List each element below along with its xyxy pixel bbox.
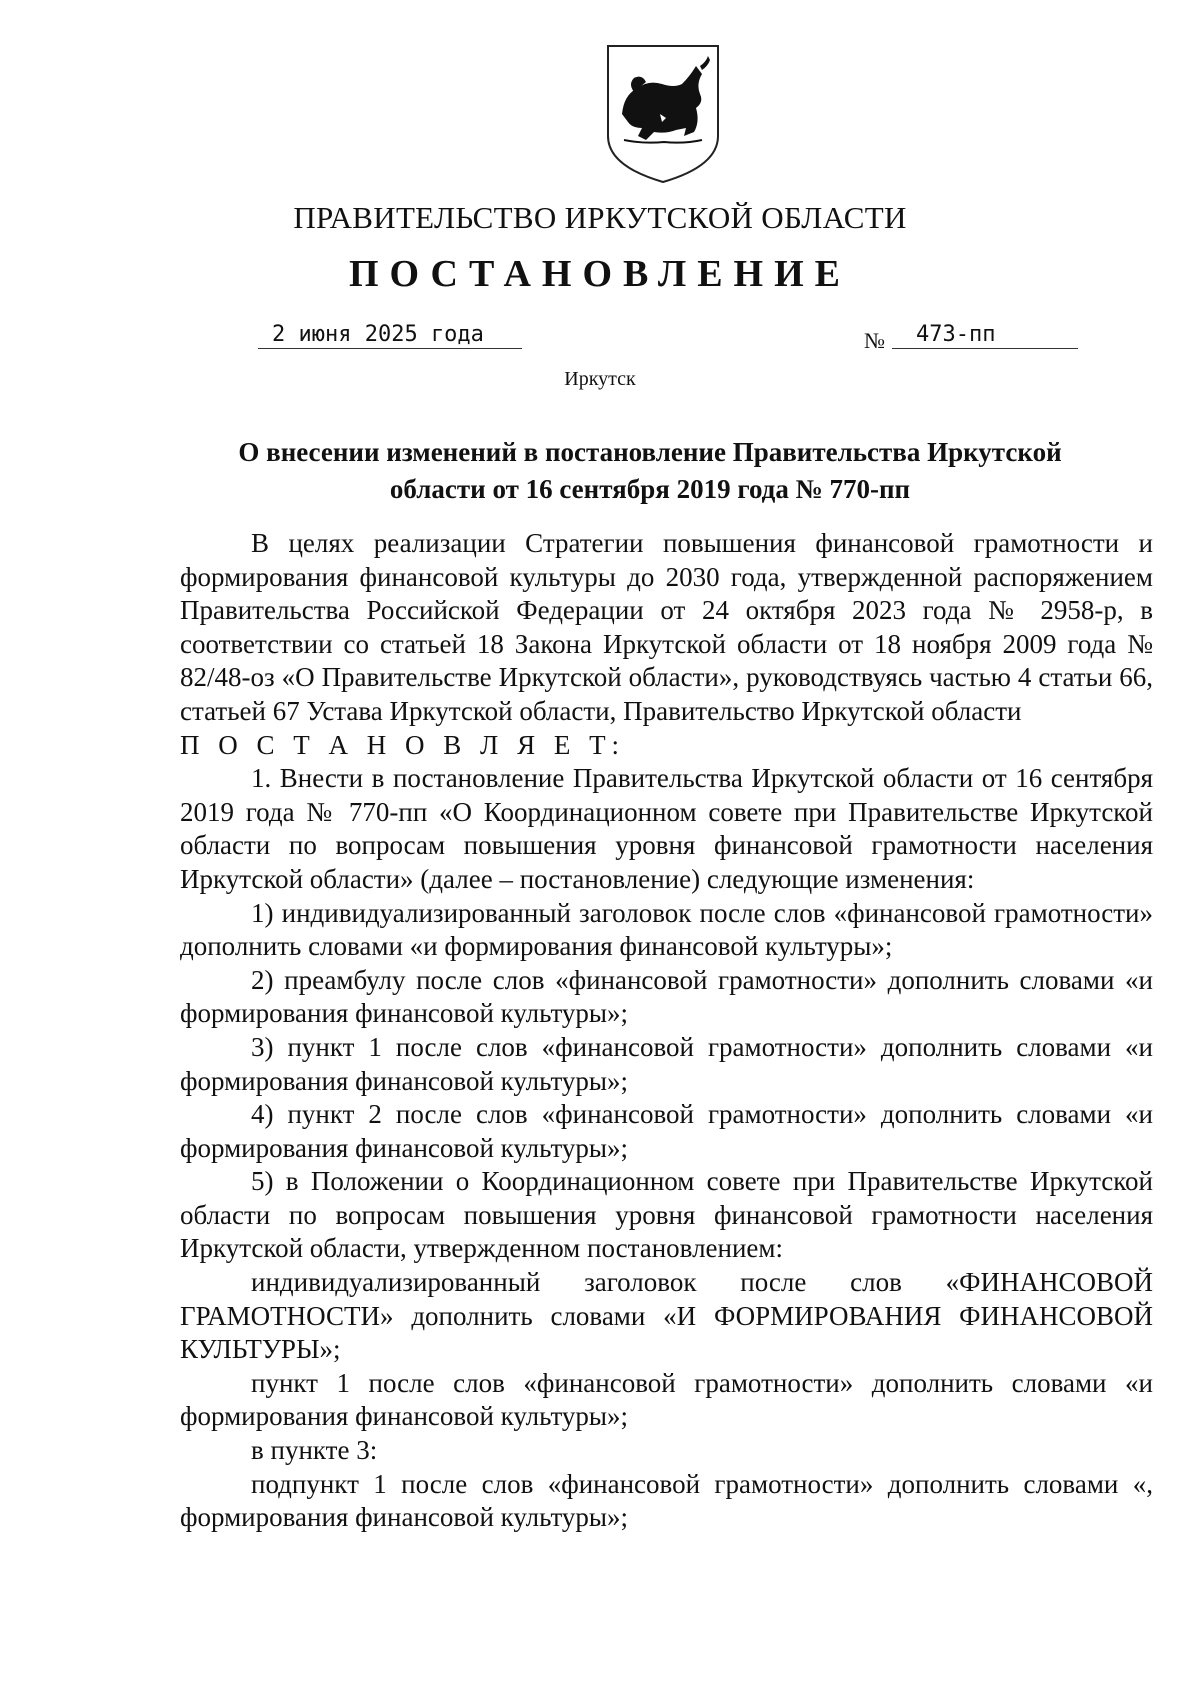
list-item: 2) преамбулу после слов «финансовой грамотности» дополнить словами «и формирования финансовой культуры»; xyxy=(180,964,1153,1029)
sub-item: индивидуализированный заголовок после слов «ФИНАНСОВОЙ ГРАМОТНОСТИ» дополнить словами «И ФОРМИРОВАНИЯ ФИНАНСОВОЙ КУЛЬТУРЫ»; xyxy=(180,1267,1153,1365)
coat-of-arms-emblem xyxy=(604,44,722,184)
sub-item: в пункте 3: xyxy=(251,1435,378,1466)
list-item: 5) в Положении о Координационном совете при Правительстве Иркутской области по вопросам повышения уровня финансовой грамотности населения Иркутской области, утвержденном постановлением: xyxy=(180,1166,1153,1264)
document-title xyxy=(210,434,1090,508)
sub-item: пункт 1 после слов «финансовой грамотности» дополнить словами «и формирования финансовой культуры»; xyxy=(180,1367,1153,1432)
document-body xyxy=(180,527,1153,1535)
document-number: 473-пп xyxy=(892,322,1078,349)
preamble-paragraph: В целях реализации Стратегии повышения финансовой грамотности и формирования финансовой культуры до 2030 года, утвержденной распоряжением Правительства Российской Федерации от 24 октября 2023 года № 2958-р, в соответствии со статьей 18 Закона Иркутской области от 18 ноября 2009 года № 82/48-оз «О Правительстве Иркутской области», руководствуясь частью 4 статьи 66, статьей 67 Устава Иркутской области, Правительство Иркутской области xyxy=(180,528,1153,726)
document-date: 2 июня 2025 года xyxy=(258,322,522,349)
decree-word: П О С Т А Н О В Л Я Е Т: xyxy=(180,729,626,760)
organization-name: ПРАВИТЕЛЬСТВО ИРКУТСКОЙ ОБЛАСТИ xyxy=(293,200,907,235)
list-item: 1) индивидуализированный заголовок после слов «финансовой грамотности» дополнить словами «и формирования финансовой культуры»; xyxy=(180,897,1153,962)
document-type-heading: ПОСТАНОВЛЕНИЕ xyxy=(348,253,852,295)
paragraph-1: 1. Внести в постановление Правительства Иркутской области от 16 сентября 2019 года № 770-пп «О Координационном совете при Правительстве Иркутской области по вопросам повышения уровня финансовой грамотности населения Иркутской области» (далее – постановление) следующие изменения: xyxy=(180,763,1153,894)
title-line-1: О внесении изменений в постановление Правительства Иркутской xyxy=(238,437,1062,467)
city-name: Иркутск xyxy=(564,368,636,390)
title-line-2: области от 16 сентября 2019 года № 770-пп xyxy=(389,474,911,504)
sub-item: подпункт 1 после слов «финансовой грамотности» дополнить словами «, формирования финансовой культуры»; xyxy=(180,1468,1153,1533)
number-label: № xyxy=(864,328,885,353)
list-item: 3) пункт 1 после слов «финансовой грамотности» дополнить словами «и формирования финансовой культуры»; xyxy=(180,1031,1153,1096)
list-item: 4) пункт 2 после слов «финансовой грамотности» дополнить словами «и формирования финансовой культуры»; xyxy=(180,1099,1153,1163)
